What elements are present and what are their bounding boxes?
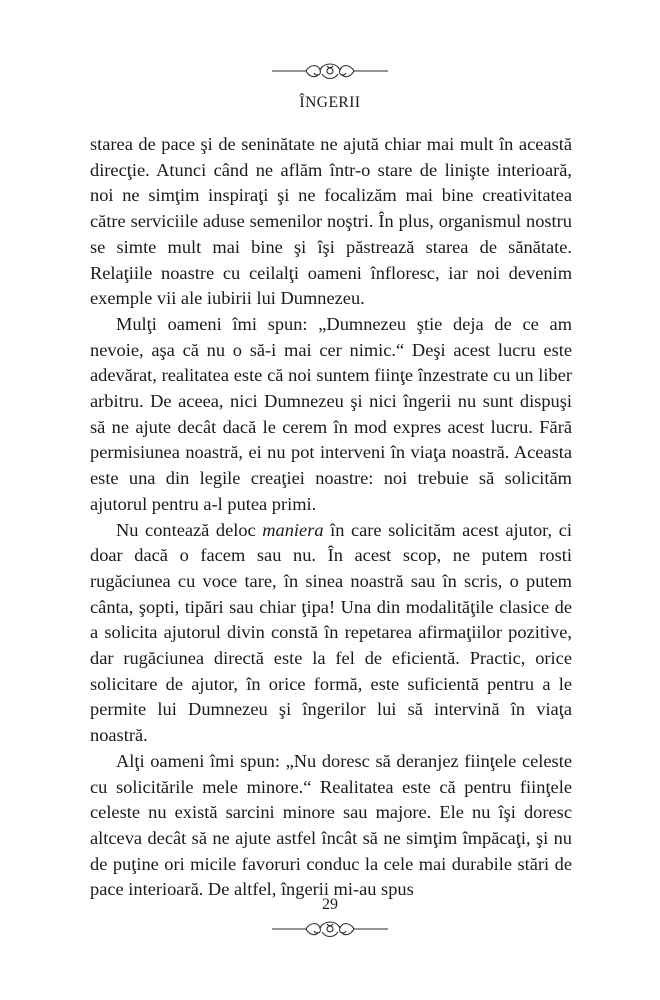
- paragraph-1-text: starea de pace şi de seninătate ne ajută chiar mai mult în această direcţie. Atunci când ne aflăm într-o stare de linişte interioară, noi ne simţim inspiraţi şi ne focalizăm mai bine creativitatea către serviciile aduse semenilor noştri. În plus, organismul nostru se simte mult mai bine şi îşi păstrează starea de sănătate. Relaţiile noastre cu ceilalţi oameni înfloresc, iar noi devenim exemple vii ale iubirii lui Dumnezeu.: [90, 134, 572, 309]
- paragraph-2: [90, 312, 572, 518]
- header-scroll-ornament-icon: [0, 58, 660, 84]
- page-number: 29: [322, 896, 338, 913]
- paragraph-1: [90, 132, 572, 312]
- paragraph-4: [90, 749, 572, 903]
- footer-scroll-ornament-icon: [0, 916, 660, 942]
- running-head: ÎNGERII: [299, 94, 361, 111]
- paragraph-3-text-start: Nu contează deloc: [116, 519, 263, 540]
- paragraph-4-text: Alţi oameni îmi spun: „Nu doresc să deranjez fiinţele celeste cu solicitările mele minore.“ Realitatea este că pentru fiinţele celeste nu există sarcini minore sau majore. Ele nu îşi doresc altceva decât să ne ajute astfel încât să ne simţim împăcaţi, şi nu de puţine ori micile favoruri conduc la cele mai durabile stări de pace interioară. De altfel, îngerii mi-au spus: [90, 750, 572, 900]
- paragraph-3-text-end: în care solicităm acest ajutor, ci doar dacă o facem sau nu. În acest scop, ne putem rosti rugăciunea cu voce tare, în sinea noastră sau în scris, o putem cânta, şopti, tipări sau chiar ţipa! Una din modalităţile clasice de a solicita ajutorul divin constă în repetarea afirmaţiilor pozitive, dar rugăciunea directă este la fel de eficientă. Practic, orice solicitare de ajutor, în orice formă, este suficientă pentru a le permite lui Dumnezeu şi îngerilor lui să intervină în viaţa noastră.: [90, 519, 572, 746]
- paragraph-3-emphasis: maniera: [262, 519, 324, 540]
- paragraph-3: [90, 518, 572, 749]
- paragraph-2-text: Mulţi oameni îmi spun: „Dumnezeu ştie deja de ce am nevoie, aşa că nu o să-i mai cer nimic.“ Deşi acest lucru este adevărat, realitatea este că noi suntem fiinţe înzestrate cu un liber arbitru. De aceea, nici Dumnezeu şi nici îngerii nu sunt dispuşi să ne ajute decât dacă le cerem în mod expres acest lucru. Fără permisiunea noastră, ei nu pot interveni în viaţa noastră. Aceasta este una din legile creaţiei noastre: noi trebuie să solicităm ajutorul pentru a-l putea primi.: [90, 313, 572, 514]
- body-text: [90, 132, 572, 903]
